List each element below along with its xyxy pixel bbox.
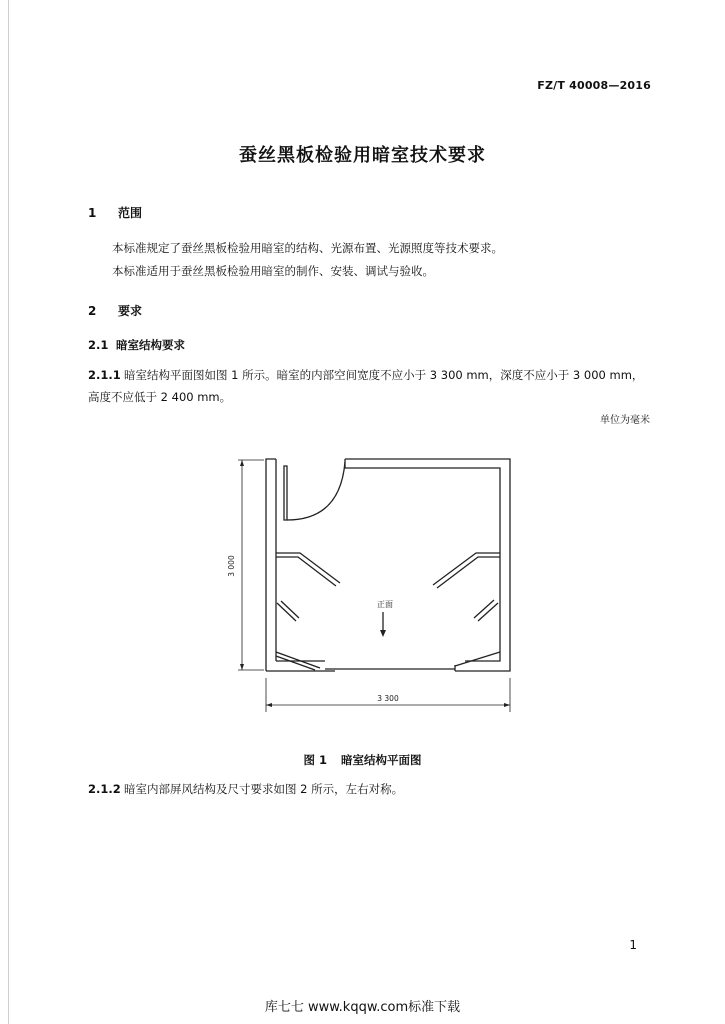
document-number: FZ/T 40008—2016 [537,79,651,92]
paragraph: 本标准规定了蚕丝黑板检验用暗室的结构、光源布置、光源照度等技术要求。 [112,241,503,255]
dim-arrowhead [266,703,272,707]
screen-right [474,600,498,621]
figure-number: 图 1 [303,753,327,767]
figure-title: 暗室结构平面图 [341,753,422,767]
subsection-2-1-heading [88,337,185,353]
clause-2-1-1-line1 [88,367,643,383]
page-number: 1 [629,938,637,952]
front-label: 正面 [377,600,393,609]
paragraph: 本标准适用于蚕丝黑板检验用暗室的制作、安装、调试与验收。 [112,264,434,278]
screen-left [277,601,299,621]
clause-text: 暗室结构平面图如图 1 所示。暗室的内部空间宽度不应小于 3 300 mm，深度不应小于 3 000 mm， [124,368,644,382]
floor-plan-figure [225,450,525,720]
dim-arrowhead [240,664,244,670]
page-title: 蚕丝黑板检验用暗室技术要求 [239,145,486,166]
width-dimension-label: 3 300 [377,694,399,703]
screen-left [276,553,340,586]
section-number: 1 [88,206,97,220]
section-1-heading [88,204,142,221]
screen-right [433,553,500,588]
clause-number: 2.1.1 [88,368,121,382]
screen-right [455,652,500,666]
section-title: 要求 [118,304,143,318]
dim-arrowhead [240,460,244,466]
section-title: 暗室结构要求 [116,338,185,352]
clause-number: 2.1.2 [88,782,121,796]
clause-text: 暗室内部屏风结构及尺寸要求如图 2 所示，左右对称。 [124,782,404,796]
door-leaf [284,466,287,520]
depth-dimension-label: 3 000 [227,555,236,577]
room-wall-outer [345,459,510,671]
door-swing-arc [287,462,345,520]
room-wall-inner [345,459,500,661]
clause-2-1-2 [88,781,403,797]
front-arrow-head [380,630,386,637]
figure-caption [0,752,725,768]
dimension-line-depth [238,460,264,670]
section-title: 范围 [118,206,143,220]
footer-watermark: 库七七 www.kqqw.com标准下载 [264,1000,461,1015]
section-number: 2.1 [88,338,109,352]
unit-note: 单位为毫米 [600,415,650,426]
room-wall-outer [266,459,276,671]
clause-2-1-1-line2: 高度不应低于 2 400 mm。 [88,390,232,404]
section-number: 2 [88,304,97,318]
dim-arrowhead [504,703,510,707]
section-2-heading [88,302,142,319]
